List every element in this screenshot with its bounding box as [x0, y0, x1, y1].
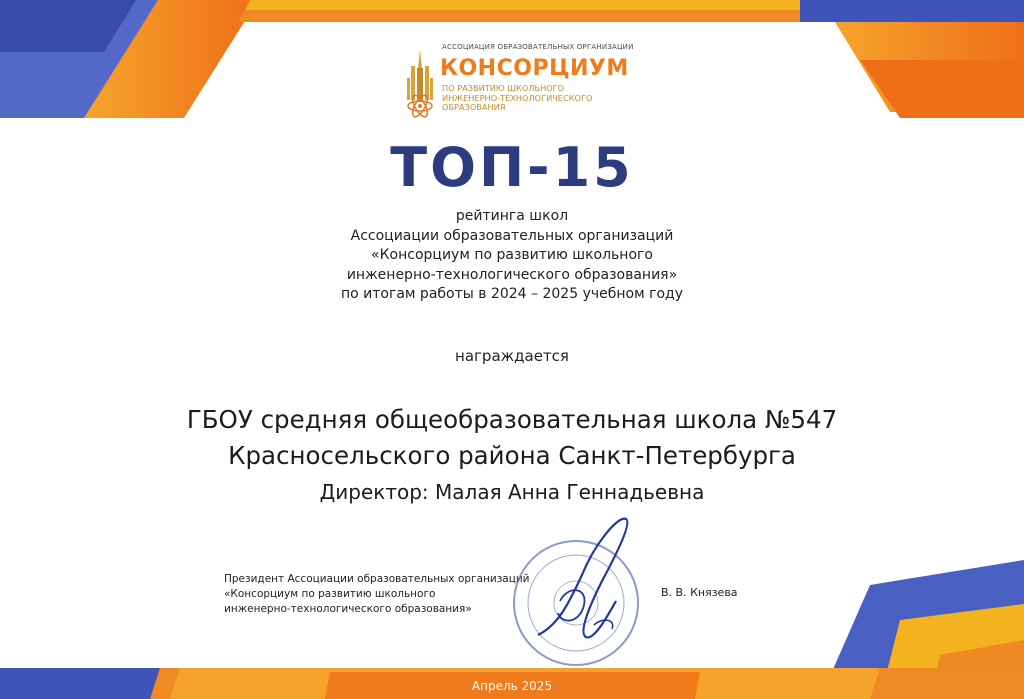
official-seal-signature [498, 505, 656, 675]
signatory-name: В. В. Князева [661, 586, 738, 599]
rating-line: рейтинга школ [455, 208, 569, 224]
logo-subtitle: ПО РАЗВИТИЮ ШКОЛЬНОГО ИНЖЕНЕРНО-ТЕХНОЛОГИЧЕСКОГО ОБРАЗОВАНИЯ [442, 83, 593, 112]
recipient-director: Директор: Малая Анна Геннадьевна [319, 480, 705, 504]
recipient-line-1: ГБОУ средняя общеобразовательная школа №547 [186, 405, 838, 434]
logo-title: КОНСОРЦИУМ [440, 56, 629, 81]
consortium-logo [402, 40, 632, 120]
rating-line: по итогам работы в 2024 – 2025 учебном году [341, 286, 683, 302]
tower-atom-icon [402, 48, 438, 120]
certificate-heading: ТОП-15 [390, 136, 634, 199]
rating-line: Ассоциации образовательных организаций [350, 227, 674, 244]
rating-line: инженерно-технологического образования» [346, 266, 678, 283]
logo-association-text: АССОЦИАЦИЯ ОБРАЗОВАТЕЛЬНЫХ ОРГАНИЗАЦИИ [442, 43, 634, 51]
rating-line: «Консорциум по развитию школьного [371, 247, 653, 263]
certificate-date: Апрель 2025 [471, 679, 553, 693]
recipient-name [0, 402, 1024, 474]
recipient-line-2: Красносельского района Санкт-Петербурга [228, 441, 796, 470]
rating-description [262, 207, 762, 305]
awarded-label: награждается [455, 347, 569, 365]
signatory-title: Президент Ассоциации образовательных организаций «Консорциум по развитию школьного инженерно-технологического образования» [224, 573, 530, 615]
